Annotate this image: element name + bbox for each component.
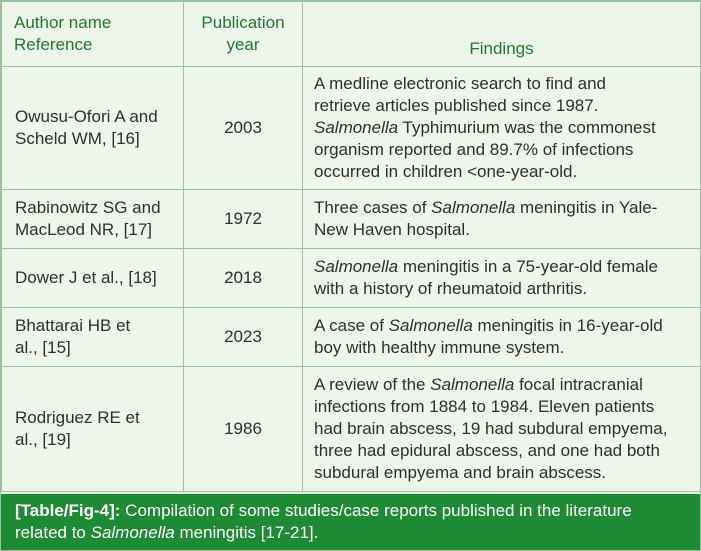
findings-line: meningitis in a 75-year-old female xyxy=(398,257,658,276)
findings-line: Typhimurium was the commonest xyxy=(398,118,656,137)
year-cell: 2003 xyxy=(184,67,303,190)
findings-italic: Salmonella xyxy=(388,316,473,335)
year-cell: 2023 xyxy=(184,308,303,367)
table-row xyxy=(2,249,701,308)
author-line1: Owusu-Ofori A and xyxy=(15,107,158,126)
findings-line: meningitis in 16-year-old xyxy=(472,316,663,335)
findings-line: organism reported and 89.7% of infections xyxy=(314,140,634,159)
author-cell xyxy=(2,367,184,492)
findings-line: had brain abscess, 19 had subdural empyema, xyxy=(314,419,668,438)
author-cell xyxy=(2,249,184,308)
header-findings: Findings xyxy=(303,2,701,67)
caption-text: related to xyxy=(15,523,91,542)
findings-cell xyxy=(303,308,701,367)
author-cell xyxy=(2,190,184,249)
caption-text: meningitis [17-21]. xyxy=(174,523,319,542)
findings-line: occurred in children <one-year-old. xyxy=(314,162,578,181)
caption-label: [Table/Fig-4]: xyxy=(15,501,121,520)
author-line2: MacLeod NR, [17] xyxy=(15,220,153,239)
findings-italic: Salmonella xyxy=(314,118,399,137)
header-year-line1: Publication xyxy=(201,13,285,32)
author-line1: Rodriguez RE et xyxy=(15,408,140,427)
figure-caption xyxy=(1,494,700,550)
table-header-row xyxy=(2,2,701,67)
studies-table xyxy=(1,1,701,492)
table-row xyxy=(2,190,701,249)
author-line2: al., [19] xyxy=(15,430,71,449)
findings-line: subdural empyema and brain abscess. xyxy=(314,463,606,482)
year-cell: 1972 xyxy=(184,190,303,249)
findings-italic: Salmonella xyxy=(314,257,399,276)
findings-line: retrieve articles published since 1987. xyxy=(314,96,599,115)
findings-line: A medline electronic search to find and xyxy=(314,74,607,93)
author-line1: Dower J et al., [18] xyxy=(15,268,157,287)
findings-line: three had epidural abscess, and one had both xyxy=(314,441,660,460)
findings-line: focal intracranial xyxy=(514,375,643,394)
table-row xyxy=(2,67,701,190)
findings-line: A case of xyxy=(314,316,389,335)
author-line1: Bhattarai HB et xyxy=(15,316,131,335)
findings-line: New Haven hospital. xyxy=(314,220,470,239)
findings-cell xyxy=(303,190,701,249)
header-author-line2: Reference xyxy=(14,35,93,54)
author-line2: al., [15] xyxy=(15,338,71,357)
findings-italic: Salmonella xyxy=(430,375,515,394)
author-line1: Rabinowitz SG and xyxy=(15,198,161,217)
table-row xyxy=(2,308,701,367)
findings-line: boy with healthy immune system. xyxy=(314,338,565,357)
year-cell: 1986 xyxy=(184,367,303,492)
findings-line: Three cases of xyxy=(314,198,432,217)
caption-italic: Salmonella xyxy=(90,523,175,542)
findings-line: with a history of rheumatoid arthritis. xyxy=(314,279,588,298)
findings-line: infections from 1884 to 1984. Eleven patients xyxy=(314,397,655,416)
findings-cell xyxy=(303,367,701,492)
caption-text: Compilation of some studies/case reports published in the literature xyxy=(120,501,632,520)
header-author-line1: Author name xyxy=(14,13,112,32)
findings-line: A review of the xyxy=(314,375,431,394)
findings-line: meningitis in Yale- xyxy=(515,198,658,217)
header-author xyxy=(2,2,184,67)
header-year xyxy=(184,2,303,67)
findings-cell xyxy=(303,67,701,190)
year-cell: 2018 xyxy=(184,249,303,308)
header-year-line2: year xyxy=(226,35,260,54)
findings-cell xyxy=(303,249,701,308)
table-row xyxy=(2,367,701,492)
author-cell xyxy=(2,67,184,190)
author-cell xyxy=(2,308,184,367)
author-line2: Scheld WM, [16] xyxy=(15,129,140,148)
findings-italic: Salmonella xyxy=(431,198,516,217)
